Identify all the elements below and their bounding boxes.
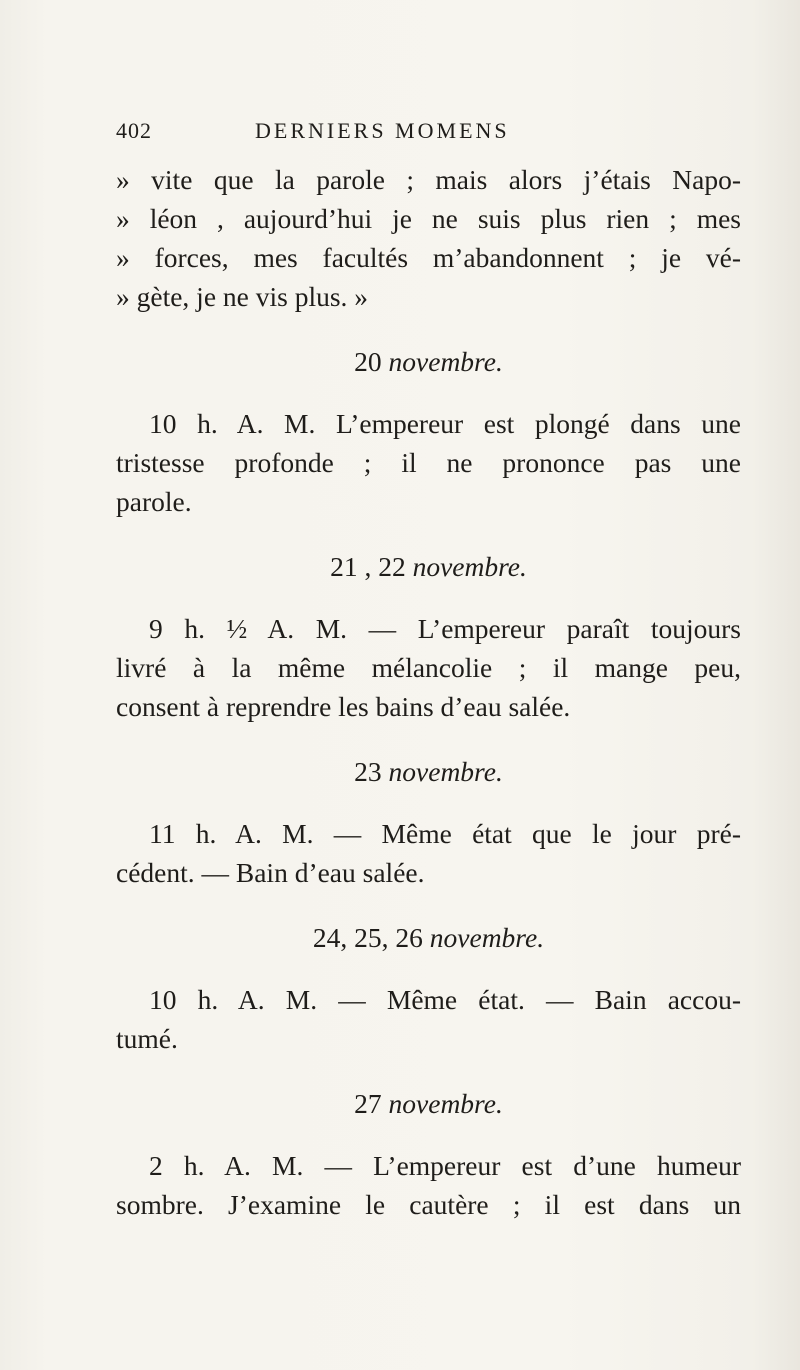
entry-line: livré à la même mélancolie ; il mange peu, xyxy=(116,652,741,683)
entry-line: parole. xyxy=(116,486,192,517)
entry-day: 23 xyxy=(354,756,382,787)
quote-line: » vite que la parole ; mais alors j’étais Napo- xyxy=(116,164,741,195)
entry-24-26-novembre xyxy=(116,918,741,1058)
page-body xyxy=(116,160,741,1224)
entry-line: consent à reprendre les bains d’eau salée. xyxy=(116,691,571,722)
entry-line: 2 h. A. M. — L’empereur est d’une humeur xyxy=(149,1150,741,1181)
entry-month: novembre. xyxy=(388,756,503,787)
entry-line: 10 h. A. M. — Même état. — Bain accou- xyxy=(149,984,741,1015)
entry-line: cédent. — Bain d’eau salée. xyxy=(116,857,425,888)
entry-date xyxy=(116,547,741,586)
entry-line: 9 h. ½ A. M. — L’empereur paraît toujours xyxy=(149,613,741,644)
entry-line: 10 h. A. M. L’empereur est plongé dans une xyxy=(149,408,741,439)
quote-line: » léon , aujourd’hui je ne suis plus rien ; mes xyxy=(116,203,741,234)
entry-20-novembre xyxy=(116,342,741,521)
entry-date xyxy=(116,752,741,791)
entry-line: 11 h. A. M. — Même état que le jour pré- xyxy=(149,818,741,849)
entry-date xyxy=(116,918,741,957)
quote-line: » gète, je ne vis plus. » xyxy=(116,281,369,312)
entry-day: 21 , 22 xyxy=(330,551,406,582)
entry-27-novembre xyxy=(116,1084,741,1224)
entry-day: 20 xyxy=(354,346,382,377)
page-header xyxy=(116,118,676,158)
entry-21-22-novembre xyxy=(116,547,741,726)
entry-month: novembre. xyxy=(388,1088,503,1119)
page-number: 402 xyxy=(116,118,152,143)
entry-line: sombre. J’examine le cautère ; il est dans un xyxy=(116,1189,741,1220)
entry-date xyxy=(116,342,741,381)
entry-month: novembre. xyxy=(388,346,503,377)
entry-day: 27 xyxy=(354,1088,382,1119)
entry-line: tristesse profonde ; il ne prononce pas une xyxy=(116,447,741,478)
quote-line: » forces, mes facultés m’abandonnent ; je vé- xyxy=(116,242,741,273)
entry-23-novembre xyxy=(116,752,741,892)
entry-line: tumé. xyxy=(116,1023,178,1054)
quote-block xyxy=(116,160,741,316)
running-title: DERNIERS MOMENS xyxy=(255,118,510,143)
entry-day: 24, 25, 26 xyxy=(312,922,423,953)
entry-date xyxy=(116,1084,741,1123)
entry-month: novembre. xyxy=(412,551,527,582)
entry-month: novembre. xyxy=(429,922,545,953)
